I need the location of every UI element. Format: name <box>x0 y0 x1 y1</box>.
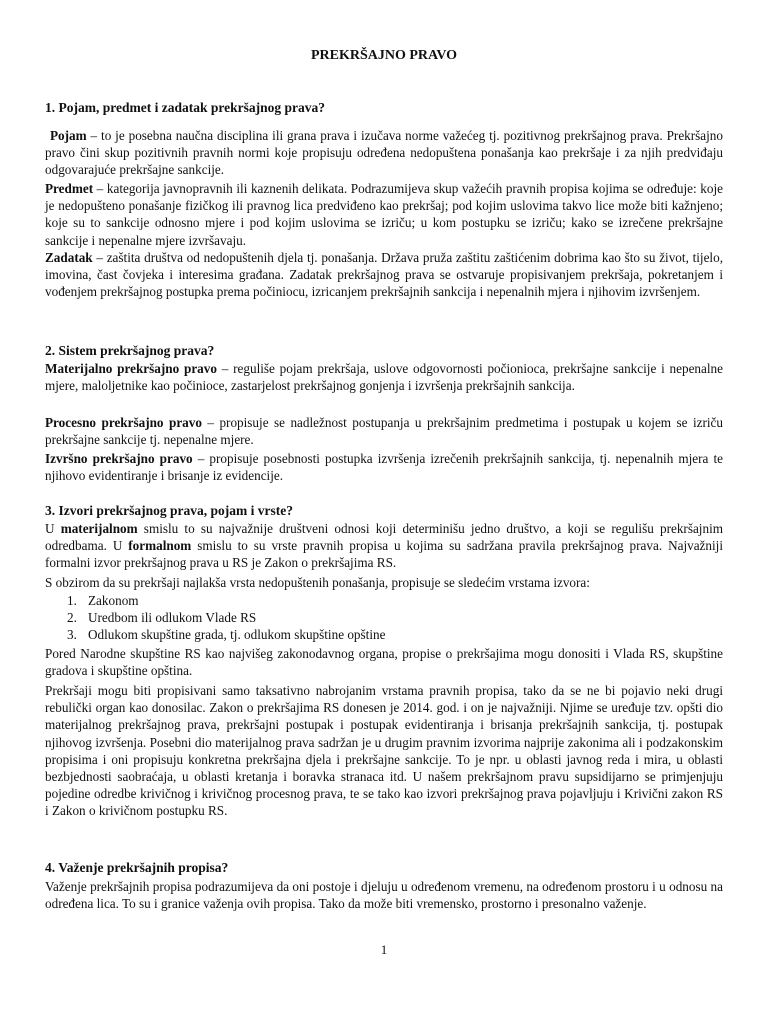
section-2-materijalno-paragraph <box>45 360 723 394</box>
predmet-text: – kategorija javnopravnih ili kaznenih delikata. Podrazumijeva skup važećih pravnih propisa kojima se određuje: koje je nedopušteno ponašanje fizičkog ili pravnog lica predviđeno kao prekršaj; pod kojim uslovima takvo lice može biti kažnjeno; koje su to sankcije odnosno mjere i pod kojim uslovima se izriču; u kom postupku se izriču; kako se izrečene prekršajne sankcije i nepenalne mjere izvršavaju. <box>45 181 723 248</box>
izvrsno-text: – propisuje posebnosti postupka izvršenja izrečenih prekršajnih sankcija, tj. nepenalnih mjera te njihovo evidentiranje i brisanje iz evidencije. <box>45 451 723 484</box>
section-4-heading: 4. Važenje prekršajnih propisa? <box>45 860 229 875</box>
s3-text-c: smislu to su najvažnije društveni odnosi koji determinišu jedno društvo, a koji se regulišu prekršajnim odredbama. U <box>45 521 723 554</box>
section-1-predmet-paragraph <box>45 180 723 249</box>
pojam-text: – to je posebna naučna disciplina ili grana prava i izučava norme važećeg tj. pozitivnog prekršajnog prava. Prekršajno pravo čini skup pozitivnih pravnih normi koje propisuju određena nedopuštena ponašanja kao prekršaje i za njih predviđaju odgovarajuće prekršajne sankcije. <box>45 128 723 178</box>
list-text: Zakonom <box>88 593 139 608</box>
materijalno-text: – reguliše pojam prekršaja, uslove odgovornosti počionioca, prekršajne sankcije i nepenalne mjere, maloljetnike kao počinioce, zastarjelost prekršajnog gonjenja i izvršenja prekršajnih sankcija. <box>45 361 723 394</box>
list-number: 1. <box>67 593 77 608</box>
section-3-paragraph-4: Prekršaji mogu biti propisivani samo taksativno nabrojanim vrstama pravnih propisa, tako da se ne bi pojavio neki drugi rebulički organ kao donosilac. Zakon o prekršajima RS donesen je 2014. god. i on je najvažniji. Njime se uređuje tzv. opšti dio materijalnog prekršajnog prava, prekršajni postupak i postupak evidentiranja i brisanja prekršajnih sankcija, tj. postupak njihovog izvršenja. Posebni dio materijalnog prava sadržan je u drugim pravnim izvorima najprije zakonima ali i podzakonskim propisima i oni propisuju konkretna prekršajna djela i prekršajne sankcije. To je npr. u oblasti javnog reda i mira, u oblasti bezbjednosti saobraćaja, u oblasti kretanja i boravka stranaca itd. U našem prekršajnom pravu supsidijarno se primjenjuju pojedine odredbe krivičnog i krivičnog procesnog prava, te se tako kao izvori prekršajnog prava pojavljuju i Krivični zakon RS i Zakon o krivičnom postupku RS. <box>45 683 723 819</box>
section-1-pojam-paragraph <box>45 127 723 179</box>
materijalno-term: Materijalno prekršajno pravo <box>45 361 217 376</box>
section-2-heading: 2. Sistem prekršajnog prava? <box>45 343 215 358</box>
zadatak-text: – zaštita društva od nedopuštenih djela tj. ponašanja. Država pruža zaštitu zaštićenim dobrima kao što su život, tijelo, imovina, čast čovjeka i interesima građana. Zadatak prekršajnog prava se ostvaruje propisivanjem prekršaja, pokretanjem i vođenjem prekršajnog postupka prema počiniocu, izricanjem prekršajnih sankcija i nepenalnih mjera i njihovim izvršenjem. <box>45 250 723 300</box>
s3-text-e: smislu to su vrste pravnih propisa u kojima su sadržana pravila prekršajnog prava. Najvažniji formalni izvor prekršajnog prava u RS je Zakon o prekršajima RS. <box>45 538 723 571</box>
procesno-term: Procesno prekršajno pravo <box>45 415 202 430</box>
list-item <box>67 592 385 609</box>
page-number: 1 <box>380 942 388 957</box>
source-list <box>67 592 385 644</box>
section-2-procesno-paragraph <box>45 414 723 448</box>
section-1-heading: 1. Pojam, predmet i zadatak prekršajnog prava? <box>45 100 325 115</box>
s3-text-a: U <box>45 521 61 536</box>
section-1-zadatak-paragraph <box>45 249 723 301</box>
procesno-text: – propisuje se nadležnost postupanja u prekršajnim predmetima i postupak u kojem se izriču prekršajne sankcije tj. nepenalne mjere. <box>45 415 723 448</box>
pojam-term: Pojam <box>50 128 87 143</box>
section-3-paragraph-3: Pored Narodne skupštine RS kao najvišeg zakonodavnog organa, propise o prekršajima mogu donositi i Vlada RS, skupštine gradova i skupštine opština. <box>45 646 723 679</box>
list-item <box>67 626 385 643</box>
formalnom-term: formalnom <box>128 538 192 554</box>
section-3-paragraph-1 <box>45 520 723 572</box>
izvrsno-term: Izvršno prekršajno pravo <box>45 451 193 466</box>
list-number: 2. <box>67 610 77 626</box>
predmet-term: Predmet <box>45 181 94 196</box>
list-item <box>67 609 385 626</box>
section-3-heading: 3. Izvori prekršajnog prava, pojam i vrste? <box>45 503 293 518</box>
materijalnom-term: materijalnom <box>60 521 138 536</box>
list-text: Odlukom skupštine grada, tj. odlukom skupštine opštine <box>88 627 386 643</box>
section-2-izvrsno-paragraph <box>45 450 723 484</box>
list-text: Uredbom ili odlukom Vlade RS <box>88 610 257 626</box>
section-4-paragraph-1: Važenje prekršajnih propisa podrazumijeva da oni postoje i djeluju u određenom vremenu, na određenom prostoru i u odnosu na određena lica. To su i granice važenja ovih propisa. Tako da može biti vremensko, prostorno i presonalno važenje. <box>45 879 723 912</box>
list-number: 3. <box>67 627 77 643</box>
document-title: PREKRŠAJNO PRAVO <box>310 48 458 63</box>
section-3-paragraph-2: S obzirom da su prekršaji najlakša vrsta nedopuštenih ponašanja, propisuje se sledećim vrstama izvora: <box>45 575 590 590</box>
zadatak-term: Zadatak <box>45 250 93 265</box>
